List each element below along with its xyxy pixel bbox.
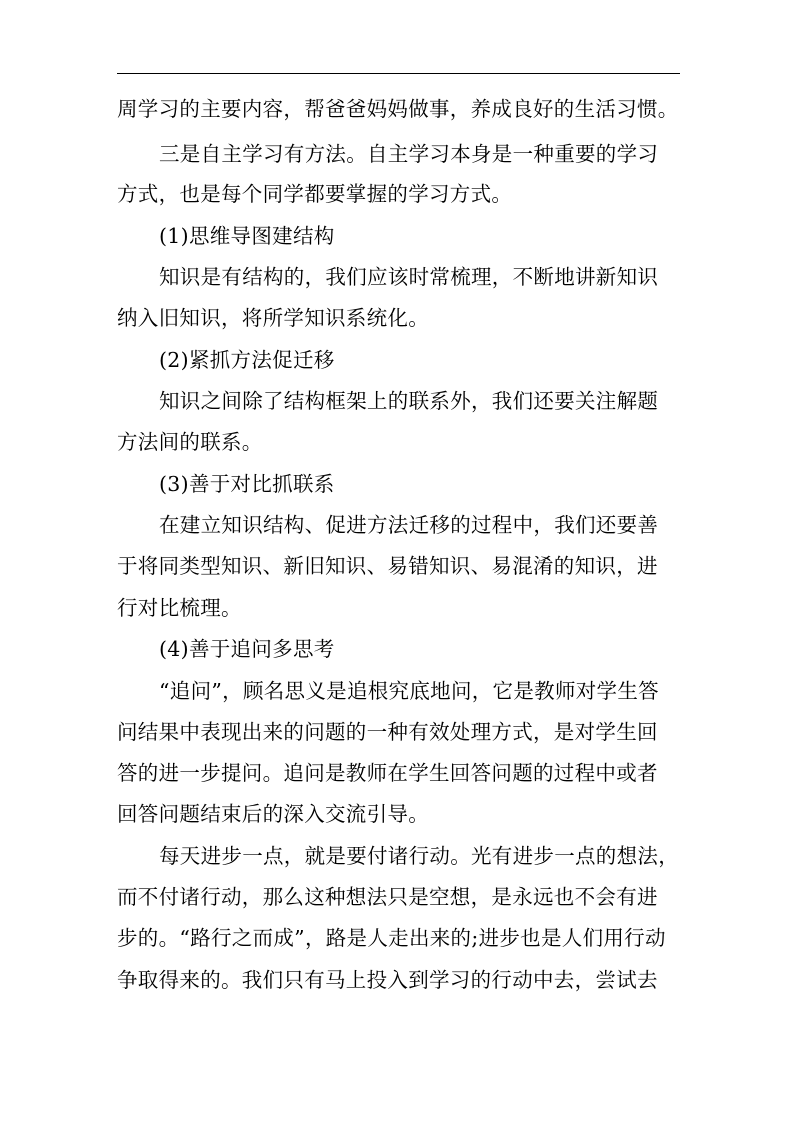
text-line: 回答问题结束后的深入交流引导。: [117, 802, 429, 826]
paragraph-first-line: 知识是有结构的，我们应该时常梳理，不断地讲新知识: [159, 265, 659, 289]
text-line: 步的。“路行之而成”，路是人走出来的;进步也是人们用行动: [117, 926, 666, 950]
text-line: 周学习的主要内容，帮爸爸妈妈做事，养成良好的生活习惯。: [117, 97, 679, 121]
paragraph-first-line: 三是自主学习有方法。自主学习本身是一种重要的学习: [159, 142, 659, 166]
section-heading-2: (2)紧抓方法促迁移: [159, 348, 335, 372]
section-heading-3: (3)善于对比抓联系: [159, 472, 335, 496]
text-line: 行对比梳理。: [117, 596, 242, 620]
header-rule: [117, 73, 680, 74]
section-heading-1: (1)思维导图建结构: [159, 224, 335, 248]
paragraph-first-line: 在建立知识结构、促进方法迁移的过程中，我们还要善: [159, 513, 659, 537]
text-line: 问结果中表现出来的问题的一种有效处理方式，是对学生回: [117, 720, 658, 744]
paragraph-first-line: 每天进步一点，就是要付诸行动。光有进步一点的想法，: [159, 844, 679, 868]
section-heading-4: (4)善于追问多思考: [159, 637, 335, 661]
text-line: 方式，也是每个同学都要掌握的学习方式。: [117, 182, 513, 206]
paragraph-first-line: 知识之间除了结构框架上的联系外，我们还要关注解题: [159, 389, 659, 413]
text-line: 于将同类型知识、新旧知识、易错知识、易混淆的知识，进: [117, 554, 658, 578]
text-line: 答的进一步提问。追问是教师在学生回答问题的过程中或者: [117, 761, 658, 785]
paragraph-first-line: “追问”，顾名思义是追根究底地问，它是教师对学生答: [159, 679, 659, 703]
text-line: 方法间的联系。: [117, 430, 263, 454]
text-line: 而不付诸行动，那么这种想法只是空想，是永远也不会有进: [117, 885, 658, 909]
text-line: 纳入旧知识，将所学知识系统化。: [117, 306, 429, 330]
text-line: 争取得来的。我们只有马上投入到学习的行动中去，尝试去: [117, 968, 658, 992]
